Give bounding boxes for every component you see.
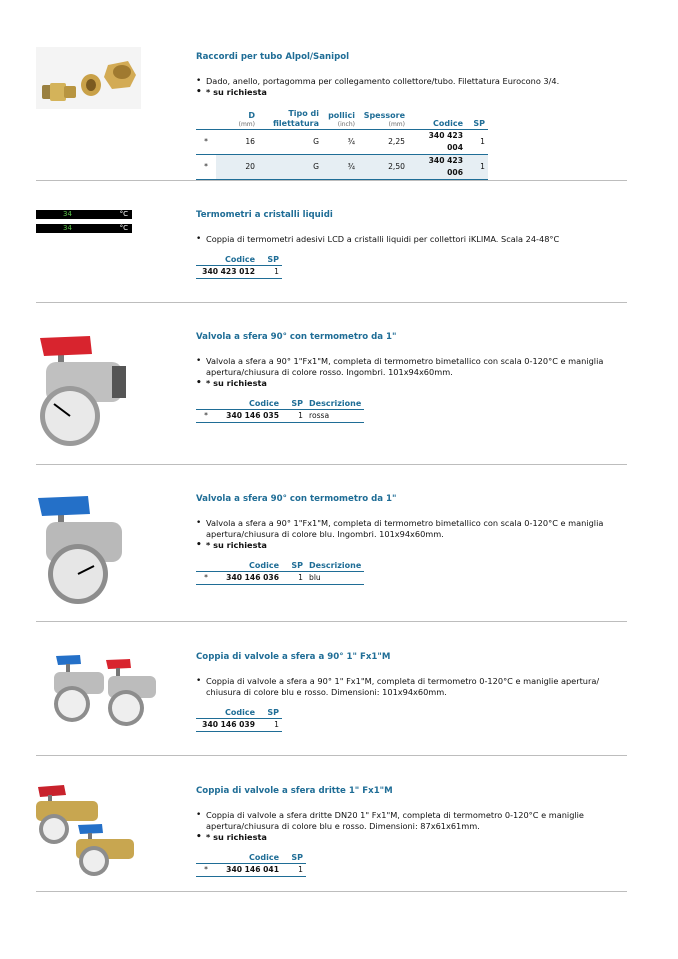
valve-blue-table (196, 561, 364, 585)
col-header: D (mm) (216, 109, 258, 130)
table-row: 340 423 012 1 (196, 266, 282, 279)
col-header: SP (282, 853, 306, 864)
divider (36, 302, 627, 303)
divider (36, 891, 627, 892)
red-ball-valve-image (36, 330, 128, 450)
col-header: Codice (216, 399, 282, 410)
divider (36, 621, 627, 622)
straight-valve-pair-image (36, 783, 136, 878)
section-title: Raccordi per tubo Alpol/Sanipol (196, 52, 350, 62)
section-title: Valvola a sfera 90° con termometro da 1" (196, 494, 397, 504)
col-header: Codice (196, 708, 258, 719)
col-header: Codice (216, 561, 282, 572)
table-row: 340 146 039 1 (196, 719, 282, 732)
divider (36, 464, 627, 465)
section-fittings (196, 52, 636, 180)
col-header: Spessore (mm) (358, 109, 408, 130)
valve-pair-image (50, 652, 174, 728)
lcd-table (196, 255, 282, 279)
col-header: SP (282, 561, 306, 572)
lcd-thermometer-strip: 34 °C (36, 224, 132, 233)
section-valve-blue (196, 494, 636, 585)
section-lcd (196, 210, 636, 279)
bullet: • Coppia di valvole a sfera a 90° 1" Fx1"M, completa di termometro 0-120°C e maniglie apertura/ chiusura di colore blu e rosso. Dimensioni: 101x94x60mm. (196, 676, 636, 698)
table-row: * 16 G ¾ 2,25 340 423 004 1 (196, 130, 488, 155)
section-straight-valve-pair (196, 786, 636, 877)
blue-ball-valve-image (36, 492, 128, 607)
lcd-thermometer-strip: 34 °C (36, 210, 132, 219)
divider (36, 180, 627, 181)
col-header: Descrizione (306, 561, 364, 572)
bullet: • Valvola a sfera a 90° 1"Fx1"M, completa di termometro bimetallico con scala 0-120°C e maniglia apertura/chiusura di colore rosso. Ingombri. 101x94x60mm. (196, 356, 611, 378)
col-header: Codice (408, 109, 466, 130)
col-header: SP (466, 109, 488, 130)
bullet: • Coppia di termometri adesivi LCD a cristalli liquidi per collettori iKLIMA. Scala 24-48°C (196, 234, 636, 245)
bullet-note: • * su richiesta (196, 378, 636, 389)
table-row: * 340 146 036 1 blu (196, 572, 364, 585)
bullet: • Valvola a sfera a 90° 1"Fx1"M, completa di termometro bimetallico con scala 0-120°C e maniglia apertura/chiusura di colore blu. Ingombri. 101x94x60mm. (196, 518, 611, 540)
table-row: * 340 146 035 1 rossa (196, 410, 364, 423)
fittings-table (196, 109, 488, 180)
divider (36, 755, 627, 756)
section-title: Termometri a cristalli liquidi (196, 210, 333, 220)
col-header: Tipo di filettatura (258, 109, 322, 130)
table-row: * 340 146 041 1 (196, 864, 306, 877)
table-row: * 20 G ¾ 2,50 340 423 006 1 (196, 155, 488, 180)
col-header: pollici (inch) (322, 109, 358, 130)
col-header: SP (282, 399, 306, 410)
section-valve-red (196, 332, 636, 423)
valve-pair-table (196, 708, 282, 732)
bullet: • Dado, anello, portagomma per collegamento collettore/tubo. Filettatura Eurocono 3/4. (196, 76, 636, 87)
col-header: Descrizione (306, 399, 364, 410)
col-header: Codice (196, 255, 258, 266)
straight-valve-pair-table (196, 853, 306, 877)
bullet-note: • * su richiesta (196, 540, 636, 551)
section-valve-pair (196, 652, 636, 732)
section-title: Coppia di valvole a sfera a 90° 1" Fx1"M (196, 652, 391, 662)
col-header: SP (258, 708, 282, 719)
col-header: SP (258, 255, 282, 266)
col-header: Codice (216, 853, 282, 864)
fittings-image (36, 47, 141, 109)
valve-red-table (196, 399, 364, 423)
section-title: Coppia di valvole a sfera dritte 1" Fx1"M (196, 786, 393, 796)
bullet: • Coppia di valvole a sfera dritte DN20 1" Fx1"M, completa di termometro 0-120°C e maniglie apertura/chiusura di colore blu e rosso. Dimensioni: 87x61x61mm. (196, 810, 626, 832)
section-title: Valvola a sfera 90° con termometro da 1" (196, 332, 397, 342)
bullet-note: • * su richiesta (196, 832, 636, 843)
bullet-note: • * su richiesta (196, 87, 636, 98)
